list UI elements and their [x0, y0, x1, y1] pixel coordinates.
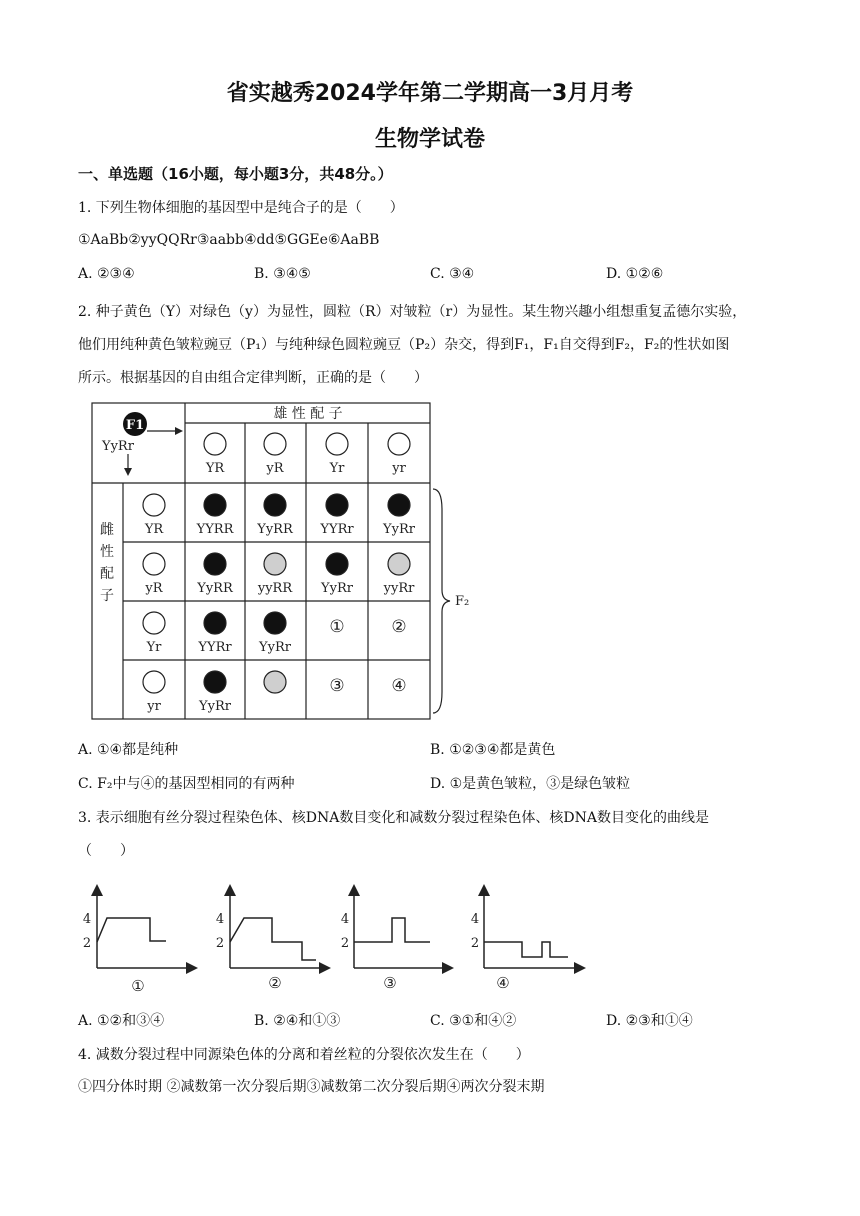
graph-2-y-4: 4 [215, 912, 225, 927]
q3-option-b[interactable]: B. ②④和①③ [254, 1013, 341, 1029]
q2-stem-line1: 2. 种子黄色（Y）对绿色（y）为显性，圆粒（R）对皱粒（r）为显性。某生物兴趣小组想重复孟德尔实验， [78, 304, 747, 320]
offspring-circle [204, 553, 226, 575]
offspring-genotype: YYRr [320, 522, 354, 537]
q1-option-d[interactable]: D. ①②⑥ [606, 266, 664, 282]
male-gamete-label: yr [392, 461, 406, 476]
male-gamete-label: YR [205, 461, 225, 476]
female-gamete-label: YR [144, 522, 164, 537]
q3-stem-line2: （ ） [78, 843, 134, 859]
q1-option-c[interactable]: C. ③④ [430, 266, 475, 282]
q2-stem-line2: 他们用纯种黄色皱粒豌豆（P₁）与纯种绿色圆粒豌豆（P₂）杂交，得到F₁，F₁自交得到F₂，F₂的性状如图 [78, 337, 730, 353]
graph-2-y-2: 2 [215, 936, 225, 951]
f1-genotype: YyRr [102, 439, 134, 454]
offspring-genotype: YyRr [383, 522, 415, 537]
offspring-genotype: yyRR [257, 581, 293, 596]
female-header-char-3: 配 [100, 566, 114, 582]
f2-label: F₂ [455, 594, 470, 609]
offspring-genotype: YyRr [259, 640, 291, 655]
graph-1-y-4: 4 [82, 912, 92, 927]
q2-stem-line3: 所示。根据基因的自由组合定律判断，正确的是（ ） [78, 370, 428, 386]
punnett-square-figure [90, 400, 490, 724]
graph-1 [97, 890, 192, 968]
q2-option-d[interactable]: D. ①是黄色皱粒，③是绿色皱粒 [430, 776, 631, 792]
offspring-genotype: YYRr [198, 640, 232, 655]
offspring-marker: ② [391, 617, 407, 637]
q4-items: ①四分体时期 ②减数第一次分裂后期③减数第二次分裂后期④两次分裂末期 [78, 1079, 545, 1095]
q1-stem: 1. 下列生物体细胞的基因型中是纯合子的是（ ） [78, 200, 404, 216]
offspring-genotype: YyRR [197, 581, 233, 596]
female-header-char-2: 性 [100, 544, 114, 560]
offspring-circle [204, 494, 226, 516]
male-gamete-circle [204, 433, 226, 455]
q2-option-c[interactable]: C. F₂中与④的基因型相同的有两种 [78, 776, 295, 792]
female-header-char-4: 子 [100, 588, 114, 604]
female-gamete-circle [143, 612, 165, 634]
offspring-circle [388, 553, 410, 575]
q3-stem-line1: 3. 表示细胞有丝分裂过程染色体、核DNA数目变化和减数分裂过程染色体、核DNA数目变化的曲线是 [78, 810, 709, 826]
f1-badge-label: F1 [125, 418, 145, 433]
offspring-circle [264, 612, 286, 634]
q3-option-c[interactable]: C. ③①和④② [430, 1013, 517, 1029]
q2-option-b[interactable]: B. ①②③④都是黄色 [430, 742, 556, 758]
q1-items: ①AaBb②yyQQRr③aabb④dd⑤GGEe⑥AaBB [78, 232, 380, 248]
offspring-circle [388, 494, 410, 516]
male-gamete-label: yR [266, 461, 284, 476]
graph-4 [484, 890, 580, 968]
graph-4-caption: ④ [496, 974, 510, 992]
offspring-circle [326, 494, 348, 516]
graph-3-y-2: 2 [340, 936, 350, 951]
graph-2 [230, 890, 325, 968]
male-gamete-circle [264, 433, 286, 455]
male-gamete-circle [388, 433, 410, 455]
male-gamete-header: 雄 性 配 子 [273, 406, 343, 422]
female-gamete-label: Yr [146, 640, 162, 655]
male-gamete-label: Yr [329, 461, 345, 476]
page-title: 省实越秀2024学年第二学期高一3月月考 [226, 81, 634, 106]
female-gamete-label: yR [145, 581, 163, 596]
q3-option-d[interactable]: D. ②③和①④ [606, 1013, 693, 1029]
q4-stem: 4. 减数分裂过程中同源染色体的分离和着丝粒的分裂依次发生在（ ） [78, 1047, 530, 1063]
offspring-marker: ① [329, 617, 345, 637]
offspring-genotype: YyRR [257, 522, 293, 537]
female-gamete-circle [143, 671, 165, 693]
male-gamete-circle [326, 433, 348, 455]
offspring-circle [264, 494, 286, 516]
female-gamete-circle [143, 553, 165, 575]
graph-3 [354, 890, 448, 968]
graph-4-y-4: 4 [470, 912, 480, 927]
graph-3-y-4: 4 [340, 912, 350, 927]
graph-1-y-2: 2 [82, 936, 92, 951]
offspring-genotype: YyRr [321, 581, 353, 596]
chromosome-graphs [80, 884, 600, 1000]
offspring-circle [326, 553, 348, 575]
q3-option-a[interactable]: A. ①②和③④ [78, 1013, 165, 1029]
offspring-circle [264, 553, 286, 575]
female-header-char-1: 雌 [100, 522, 114, 538]
section-heading: 一、单选题（16小题，每小题3分，共48分。） [78, 165, 393, 183]
q1-option-b[interactable]: B. ③④⑤ [254, 266, 311, 282]
offspring-genotype: yyRr [383, 581, 415, 596]
offspring-circle [204, 671, 226, 693]
graph-2-caption: ② [268, 974, 282, 992]
q2-option-a[interactable]: A. ①④都是纯种 [78, 742, 179, 758]
graph-3-caption: ③ [383, 974, 397, 992]
offspring-genotype: YyRr [199, 699, 231, 714]
offspring-genotype: YYRR [196, 522, 234, 537]
page-subtitle: 生物学试卷 [374, 127, 485, 152]
graph-4-y-2: 2 [470, 936, 480, 951]
female-gamete-label: yr [147, 699, 161, 714]
q1-option-a[interactable]: A. ②③④ [78, 266, 135, 282]
female-gamete-circle [143, 494, 165, 516]
offspring-marker: ③ [329, 676, 345, 696]
offspring-circle [264, 671, 286, 693]
offspring-circle [204, 612, 226, 634]
graph-1-caption: ① [131, 977, 145, 995]
offspring-marker: ④ [391, 676, 407, 696]
